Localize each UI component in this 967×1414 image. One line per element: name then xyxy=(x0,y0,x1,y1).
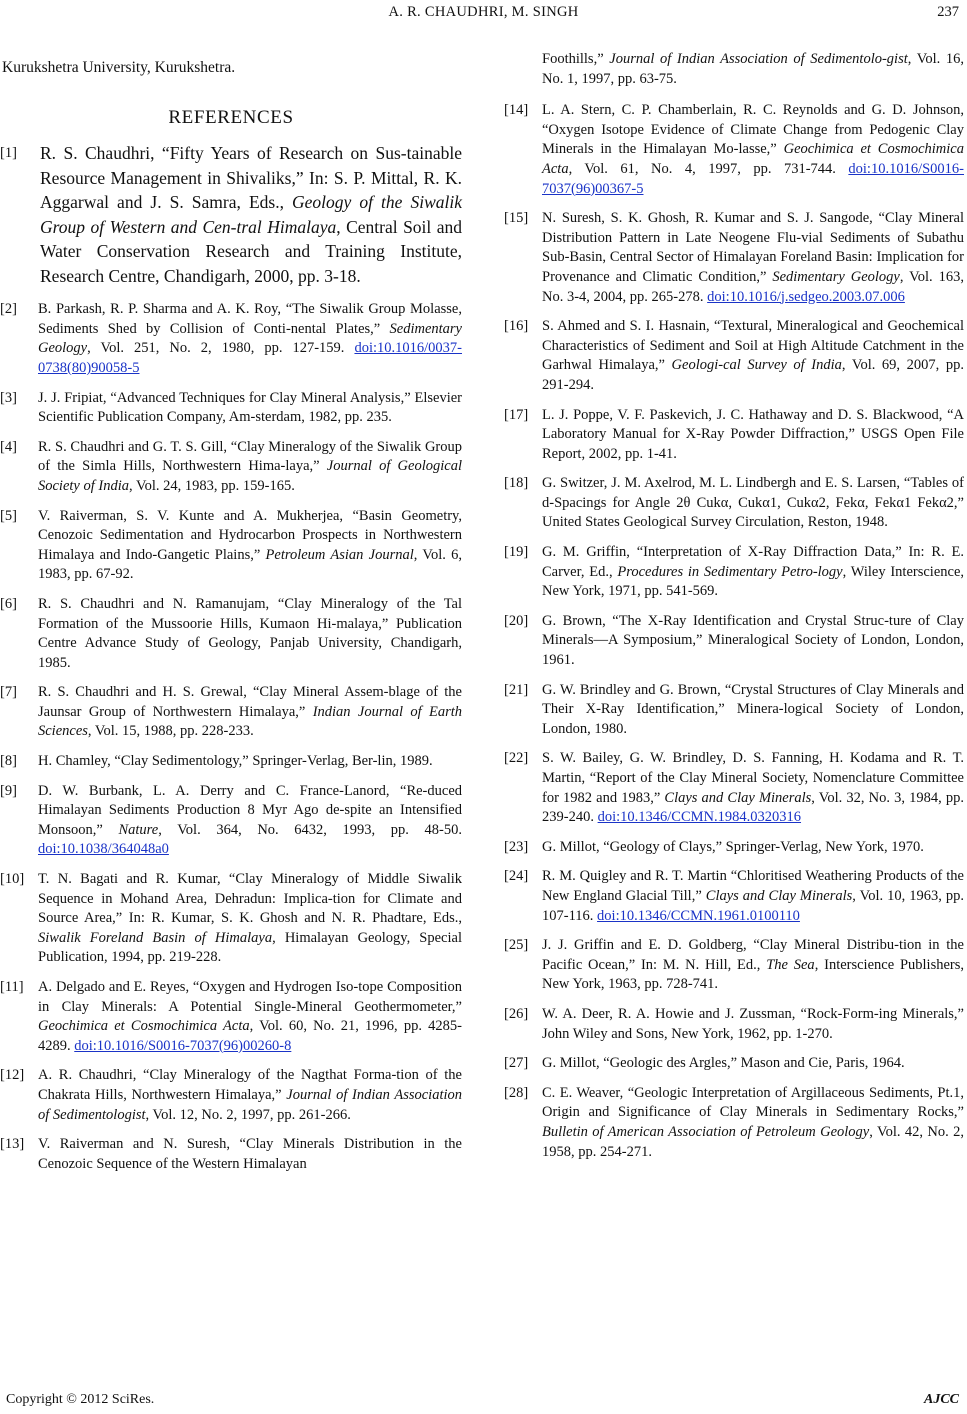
reference-number: [26] xyxy=(504,1005,529,1022)
reference-source-title: Geologi-cal Survey of India xyxy=(671,357,842,374)
reference-number: [5] xyxy=(0,507,17,524)
reference-source-title: Indian Journal of Earth Sciences xyxy=(38,703,462,740)
reference-source-title: Nature xyxy=(118,821,159,838)
reference-text xyxy=(38,507,462,585)
references-list-right xyxy=(504,101,964,1162)
reference-body: B. Parkash, R. P. Sharma and A. K. Roy, “The Siwalik Group Molasse, Sediments Shed by Collision of Conti-nental Plates,” xyxy=(38,301,462,337)
reference-details: , Vol. 24, 1983, pp. 159-165. xyxy=(129,477,295,494)
reference-text xyxy=(542,1084,964,1162)
reference-number: [9] xyxy=(0,782,17,799)
reference-text xyxy=(38,782,462,860)
doi-link[interactable]: doi:10.1016/S0016-7037(96)00260-8 xyxy=(74,1037,292,1054)
reference-number: [18] xyxy=(504,475,529,492)
reference-number: [10] xyxy=(0,871,25,888)
reference-body: R. M. Quigley and R. T. Martin “Chloritised Weathering Products of the New England Glacial Till,” xyxy=(542,868,964,904)
reference-details: , Vol. 364, No. 6432, 1993, pp. 48-50. xyxy=(158,821,462,838)
reference-text xyxy=(40,141,462,288)
reference-item xyxy=(0,1066,462,1125)
reference-text xyxy=(542,936,964,995)
reference-text xyxy=(542,317,964,395)
reference-item xyxy=(504,543,964,602)
reference-item xyxy=(504,209,964,307)
reference-source-title: Journal of Indian Association of Sedimentologist xyxy=(38,1086,462,1123)
reference-body: G. W. Brindley and G. Brown, “Crystal Structures of Clay Minerals and Their X-Ray Identification,” Minera-logical Society of London, London, 1980. xyxy=(542,681,964,737)
reference-item xyxy=(0,438,462,497)
reference-details: , Vol. 6, 1983, pp. 67-92. xyxy=(38,546,462,583)
reference-text xyxy=(542,749,964,827)
reference-body: G. Millot, “Geology of Clays,” Springer-Verlag, New York, 1970. xyxy=(542,838,924,855)
reference-number: [2] xyxy=(0,301,17,318)
reference-source-title: Sedimentary Geology xyxy=(38,320,462,357)
reference-body: W. A. Deer, R. A. Howie and J. Zussman, “Rock-Form-ing Minerals,” John Wiley and Sons, New York, 1962, pp. 1-270. xyxy=(542,1005,964,1042)
reference-item xyxy=(504,936,964,995)
reference-number: [19] xyxy=(504,544,529,561)
reference-details: , Vol. 32, No. 3, 1984, pp. 239-240. xyxy=(542,789,964,826)
reference-number: [23] xyxy=(504,838,529,855)
reference-item xyxy=(504,317,964,395)
reference-item xyxy=(504,1084,964,1162)
doi-link[interactable]: doi:10.1016/0037-0738(80)90058-5 xyxy=(38,340,462,376)
reference-source-title: Bulletin of American Association of Petroleum Geology xyxy=(542,1123,870,1140)
reference-text xyxy=(542,406,964,465)
reference-details: , Vol. 69, 2007, pp. 291-294. xyxy=(542,357,964,393)
reference-body: R. S. Chaudhri and G. T. S. Gill, “Clay Mineralogy of the Siwalik Group of the Simla Hills, Northwestern Hima-laya,” xyxy=(38,438,462,475)
page-number: 237 xyxy=(937,4,959,20)
reference-text xyxy=(38,595,462,673)
reference-number: [16] xyxy=(504,318,529,335)
doi-link[interactable]: doi:10.1346/CCMN.1961.0100110 xyxy=(597,907,800,924)
reference-item xyxy=(504,838,964,858)
reference-item xyxy=(0,595,462,673)
reference-item xyxy=(504,681,964,740)
reference-source-title: Geology of the Siwalik Group of Western and Cen-tral Himalaya xyxy=(40,192,462,237)
reference-details: , Vol. 251, No. 2, 1980, pp. 127-159. xyxy=(87,340,355,357)
reference-item xyxy=(504,406,964,465)
reference-body: C. E. Weaver, “Geologic Interpretation of Argillaceous Sediments, Pt.1, Origin and Significance of Clay Minerals in Sedimentary Rocks,” xyxy=(542,1084,964,1121)
reference-number: [7] xyxy=(0,684,17,701)
reference-item xyxy=(0,978,462,1056)
reference-body: G. Switzer, J. M. Axelrod, M. L. Lindbergh and E. S. Larsen, “Tables of d-Spacings for Angle 2θ Cukα, Cukα1, Cukα2, Fekα, Fekα1 Fekα2,” United States Geological Survey Circulation, Reston, 1948. xyxy=(542,475,964,531)
reference-number: [13] xyxy=(0,1136,25,1153)
reference-body: R. S. Chaudhri and N. Ramanujam, “Clay Mineralogy of the Tal Formation of the Mussoorie Hills, Kumaon Hi-malaya,” Publication Centre Advance Study of Geology, Panjab University, Chandigarh, 1985. xyxy=(38,595,462,671)
reference-text xyxy=(38,870,462,968)
doi-link[interactable]: doi:10.1038/364048a0 xyxy=(38,841,169,858)
reference-text xyxy=(542,474,964,533)
reference-text xyxy=(542,612,964,671)
reference-number: [11] xyxy=(0,979,24,995)
reference-details: , Vol. 61, No. 4, 1997, pp. 731-744. xyxy=(568,160,849,177)
reference-number: [4] xyxy=(0,438,17,455)
reference-item xyxy=(504,1054,964,1074)
continuation-post: , Vol. 16, No. 1, 1997, pp. 63-75. xyxy=(542,51,965,87)
running-head xyxy=(0,4,967,24)
reference-details: , Himalayan Geology, Special Publication, 1994, pp. 219-228. xyxy=(38,929,462,966)
running-head-authors: A. R. CHAUDHRI, M. SINGH xyxy=(388,4,579,20)
reference-item xyxy=(0,683,462,742)
reference-number: [8] xyxy=(0,753,17,770)
reference-text xyxy=(542,681,964,740)
reference-text xyxy=(542,543,964,602)
reference-source-title: Geochimica et Cosmochimica Acta xyxy=(38,1018,250,1035)
left-column xyxy=(0,52,462,1184)
reference-source-title: Sedimentary Geology xyxy=(772,268,900,285)
reference-continuation xyxy=(542,50,964,89)
reference-details: , Wiley Interscience, New York, 1971, pp. 541-569. xyxy=(542,563,965,600)
reference-body: A. R. Chaudhri, “Clay Mineralogy of the Nagthat Forma-tion of the Chakrata Hills, Northwestern Himalaya,” xyxy=(38,1067,462,1103)
reference-source-title: Petroleum Asian Journal xyxy=(265,546,414,563)
reference-number: [1] xyxy=(0,145,17,162)
reference-details: , Vol. 10, 1963, pp. 107-116. xyxy=(542,887,965,924)
reference-details: , Vol. 12, No. 2, 1997, pp. 261-266. xyxy=(145,1106,351,1123)
reference-item xyxy=(0,1135,462,1174)
reference-details: , Vol. 42, No. 2, 1958, pp. 254-271. xyxy=(542,1123,964,1160)
reference-source-title: The Sea xyxy=(766,956,815,973)
journal-abbrev: AJCC xyxy=(923,1392,959,1407)
reference-number: [3] xyxy=(0,389,17,406)
right-column xyxy=(504,50,964,1172)
reference-number: [12] xyxy=(0,1067,25,1084)
reference-source-title: Journal of Geological Society of India xyxy=(38,458,462,494)
reference-source-title: Siwalik Foreland Basin of Himalaya xyxy=(38,929,273,946)
reference-number: [15] xyxy=(504,210,529,227)
reference-number: [25] xyxy=(504,937,529,954)
reference-body: L. A. Stern, C. P. Chamberlain, R. C. Reynolds and G. D. Johnson, “Oxygen Isotope Evidence of Climate Change from Pedogenic Clay Minerals in the Himalayan Mo-lasse,” xyxy=(542,102,964,158)
reference-item xyxy=(504,749,964,827)
reference-body: L. J. Poppe, V. F. Paskevich, J. C. Hathaway and D. S. Blackwood, “A Laboratory Manual for X-Ray Powder Diffraction,” USGS Open File Report, 2002, pp. 1-41. xyxy=(542,406,964,462)
reference-details: , Interscience Publishers, New York, 1963, pp. 728-741. xyxy=(542,956,964,993)
reference-details: , Vol. 60, No. 21, 1996, pp. 4285-4289. xyxy=(38,1018,462,1054)
doi-link[interactable]: doi:10.1016/j.sedgeo.2003.07.006 xyxy=(707,288,905,305)
doi-link[interactable]: doi:10.1016/S0016-7037(96)00367-5 xyxy=(542,160,964,197)
affiliation: Kurukshetra University, Kurukshetra. xyxy=(2,59,236,76)
reference-body: J. J. Griffin and E. D. Goldberg, “Clay Mineral Distribu-tion in the Pacific Ocean,” In: M. N. Hill, Ed., xyxy=(542,937,964,973)
reference-body: G. M. Griffin, “Interpretation of X-Ray Diffraction Data,” In: R. E. Carver, Ed., xyxy=(542,544,964,580)
reference-number: [14] xyxy=(504,102,529,119)
references-list-left xyxy=(0,141,462,1174)
reference-source-title: Procedures in Sedimentary Petro-logy xyxy=(617,563,843,580)
reference-number: [17] xyxy=(504,406,529,423)
reference-item xyxy=(0,389,462,428)
reference-body: H. Chamley, “Clay Sedimentology,” Springer-Verlag, Ber-lin, 1989. xyxy=(38,753,433,770)
reference-details: , Central Soil and Water Conservation Research and Training Institute, Research Centre, Chandigarh, 2000, pp. 3-18. xyxy=(40,216,463,286)
reference-number: [28] xyxy=(504,1084,529,1101)
reference-text xyxy=(38,438,462,497)
reference-body: R. S. Chaudhri and H. S. Grewal, “Clay Mineral Assem-blage of the Jaunsar Group of Northwestern Himalaya,” xyxy=(38,684,462,720)
reference-item xyxy=(504,867,964,926)
reference-text xyxy=(38,300,462,378)
reference-text xyxy=(38,683,462,742)
continuation-pre: Foothills,” xyxy=(542,51,610,67)
reference-number: [27] xyxy=(504,1055,529,1072)
reference-item xyxy=(504,101,964,199)
copyright-notice: Copyright © 2012 SciRes. xyxy=(6,1392,155,1407)
reference-number: [21] xyxy=(504,681,529,698)
reference-item xyxy=(0,507,462,585)
reference-item xyxy=(0,870,462,968)
reference-details: , Vol. 163, No. 3-4, 2004, pp. 265-278. xyxy=(542,268,964,305)
reference-text xyxy=(542,209,964,307)
reference-item xyxy=(504,612,964,671)
reference-number: [24] xyxy=(504,868,529,885)
reference-item xyxy=(0,300,462,378)
reference-details: , Vol. 15, 1988, pp. 228-233. xyxy=(87,723,254,740)
reference-body: A. Delgado and E. Reyes, “Oxygen and Hydrogen Iso-tope Composition in Clay Minerals: A Potential Single-Mineral Geothermometer,” xyxy=(38,979,462,1015)
reference-body: S. Ahmed and S. I. Hasnain, “Textural, Mineralogical and Geochemical Characteristics of Sediment and Soil at High Altitude Catchment in the Garhwal Himalaya,” xyxy=(542,318,964,374)
reference-text xyxy=(38,389,462,428)
reference-text xyxy=(542,1054,964,1074)
references-heading: REFERENCES xyxy=(168,106,294,128)
reference-source-title: Geochimica et Cosmochimica Acta xyxy=(542,141,964,177)
reference-item xyxy=(0,782,462,860)
reference-number: [20] xyxy=(504,612,529,629)
reference-text xyxy=(542,1005,964,1044)
reference-number: [6] xyxy=(0,595,17,612)
reference-item xyxy=(0,141,462,288)
reference-body: J. J. Fripiat, “Advanced Techniques for Clay Mineral Analysis,” Elsevier Scientific Publication Company, Am-sterdam, 1982, pp. 235. xyxy=(38,389,462,426)
reference-body: S. W. Bailey, G. W. Brindley, D. S. Fanning, H. Kodama and R. T. Martin, “Report of the Clay Mineral Society, Nomenclature Committee for 1982 and 1983,” xyxy=(542,750,964,806)
reference-text xyxy=(38,1066,462,1125)
reference-source-title: Clays and Clay Minerals xyxy=(664,789,812,806)
reference-body: G. Brown, “The X-Ray Identification and Crystal Struc-ture of Clay Minerals—A Symposium,” Mineralogical Society of London, London, 1961. xyxy=(542,612,964,669)
reference-body: T. N. Bagati and R. Kumar, “Clay Mineralogy of Middle Siwalik Sequence in Mohand Area, Dehradun: Implica-tion for Climate and Source Area,” In: R. Kumar, S. K. Ghosh and N. R. Phadtare, Eds., xyxy=(38,871,462,927)
reference-body: R. S. Chaudhri, “Fifty Years of Research on Sus-tainable Resource Management in Shivaliks,” In: S. P. Mittal, R. K. Aggarwal and J. S. Samra, Eds., xyxy=(40,143,462,213)
reference-number: [22] xyxy=(504,750,529,767)
reference-text xyxy=(542,838,964,858)
reference-text xyxy=(542,867,964,926)
reference-body: D. W. Burbank, L. A. Derry and C. France-Lanord, “Re-duced Himalayan Sediments Production 8 Myr Ago de-spite an Intensified Monsoon,” xyxy=(38,782,462,838)
reference-text xyxy=(38,978,462,1056)
reference-text xyxy=(38,752,462,772)
reference-body: V. Raiverman and N. Suresh, “Clay Minerals Distribution in the Cenozoic Sequence of the Western Himalayan xyxy=(38,1136,462,1172)
reference-body: G. Millot, “Geologic des Argles,” Mason and Cie, Paris, 1964. xyxy=(542,1055,905,1072)
reference-text xyxy=(38,1135,462,1174)
reference-item xyxy=(0,752,462,772)
continuation-journal: Journal of Indian Association of Sedimentolo-gist xyxy=(609,51,908,67)
reference-item xyxy=(504,1005,964,1044)
doi-link[interactable]: doi:10.1346/CCMN.1984.0320316 xyxy=(597,809,802,826)
reference-body: N. Suresh, S. K. Ghosh, R. Kumar and S. J. Sangode, “Clay Mineral Distribution Pattern in Late Neogene Flu-vial Sediments of Subathu Sub-Basin, Central Sector of Himalayan Foreland Basin: Implication for Provenance and Climatic Condition,” xyxy=(542,210,964,285)
reference-item xyxy=(504,474,964,533)
reference-text xyxy=(542,101,964,199)
reference-source-title: Clays and Clay Minerals xyxy=(705,887,853,904)
reference-body: V. Raiverman, S. V. Kunte and A. Mukherjea, “Basin Geometry, Cenozoic Sedimentation and Hydrocarbon Prospects in Northwestern Himalaya and Indo-Gangetic Plains,” xyxy=(38,507,462,563)
